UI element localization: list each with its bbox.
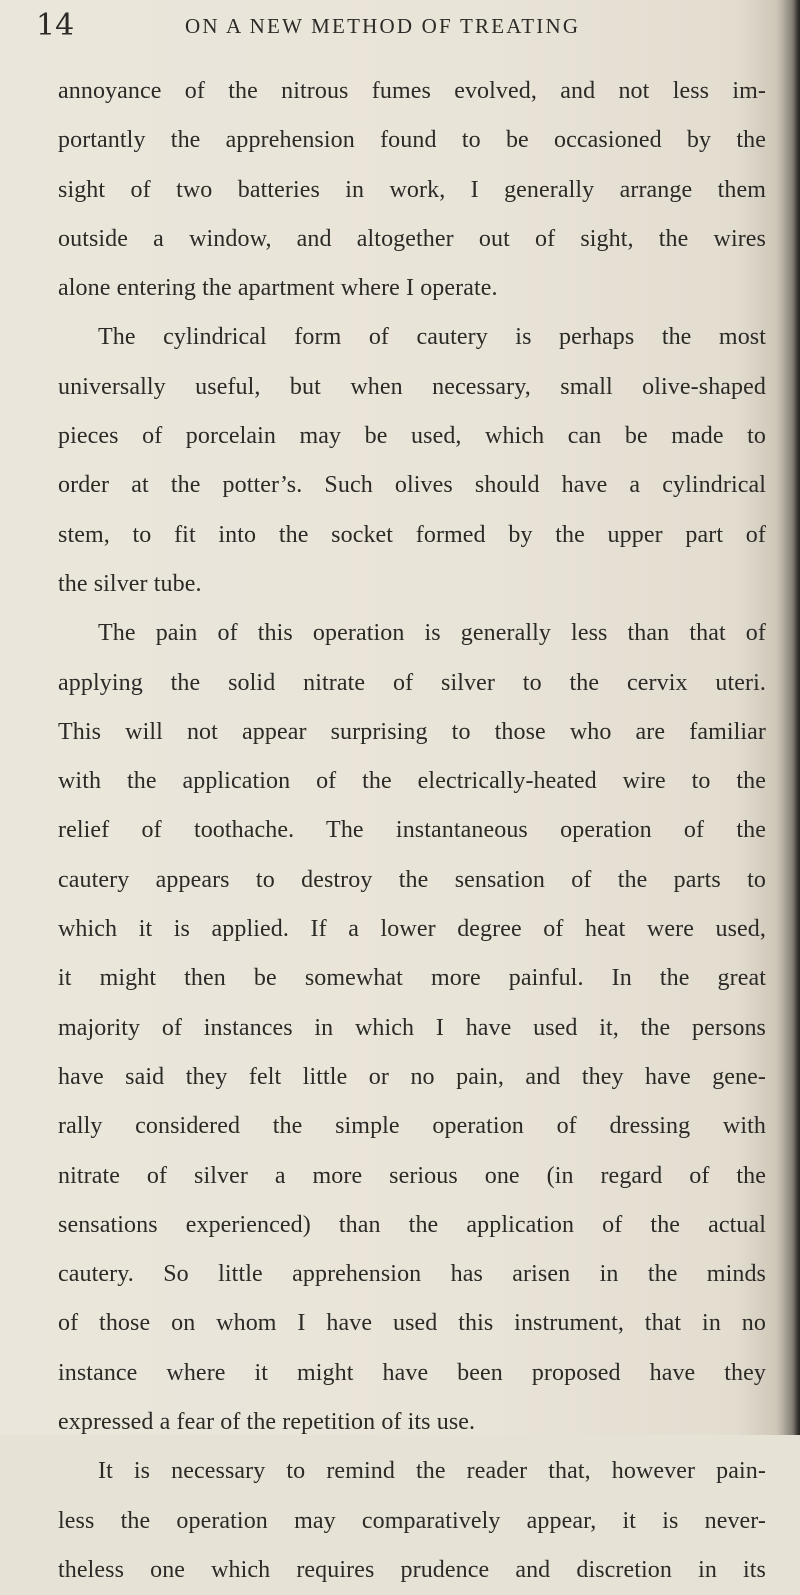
text-line: outside a window, and altogether out of sight, the wires <box>58 225 766 252</box>
text-line: portantly the apprehension found to be occasioned by the <box>58 127 766 154</box>
page-number: 14 <box>36 8 75 43</box>
page-header <box>0 8 800 48</box>
text-line: majority of instances in which I have used it, the persons <box>58 1014 766 1041</box>
text-line: universally useful, but when necessary, small olive-shaped <box>58 373 766 400</box>
body-text <box>58 67 766 1595</box>
text-line: less the operation may comparatively appear, it is never- <box>58 1507 766 1534</box>
text-line: theless one which requires prudence and discretion in its <box>58 1556 766 1583</box>
text-line: applying the solid nitrate of silver to the cervix uteri. <box>58 669 766 696</box>
text-line: cautery. So little apprehension has arisen in the minds <box>58 1261 766 1288</box>
text-line: with the application of the electrically-heated wire to the <box>58 768 766 795</box>
text-line: annoyance of the nitrous fumes evolved, and not less im- <box>58 78 766 104</box>
text-line: sight of two batteries in work, I generally arrange them <box>58 176 766 203</box>
text-line: alone entering the apartment where I operate. <box>58 275 498 302</box>
text-line: sensations experienced) than the application of the actual <box>58 1211 766 1238</box>
text-line: the silver tube. <box>58 570 202 597</box>
text-line: stem, to fit into the socket formed by the upper part of <box>58 521 766 548</box>
running-head: ON A NEW METHOD OF TREATING <box>185 14 581 38</box>
text-line: expressed a fear of the repetition of its use. <box>58 1409 476 1436</box>
text-line: order at the potter’s. Such olives should have a cylindrical <box>58 472 766 499</box>
text-line: nitrate of silver a more serious one (in regard of the <box>58 1162 766 1189</box>
text-line: which it is applied. If a lower degree of heat were used, <box>58 916 766 943</box>
text-line: It is necessary to remind the reader that, however pain- <box>98 1458 766 1485</box>
text-line: cautery appears to destroy the sensation of the parts to <box>58 866 766 893</box>
text-line: relief of toothache. The instantaneous operation of the <box>58 817 766 844</box>
text-line: have said they felt little or no pain, and they have gene- <box>58 1063 766 1090</box>
text-line: instance where it might have been proposed have they <box>58 1359 766 1386</box>
text-line: rally considered the simple operation of dressing with <box>58 1113 766 1140</box>
text-line: of those on whom I have used this instrument, that in no <box>58 1310 766 1337</box>
text-line: The cylindrical form of cautery is perhaps the most <box>98 324 766 351</box>
text-line: This will not appear surprising to those who are familiar <box>58 718 766 745</box>
text-line: The pain of this operation is generally less than that of <box>98 620 766 647</box>
page-edge-shadow <box>782 0 800 1435</box>
text-line: it might then be somewhat more painful. In the great <box>58 965 766 992</box>
text-line: pieces of porcelain may be used, which can be made to <box>58 423 766 450</box>
